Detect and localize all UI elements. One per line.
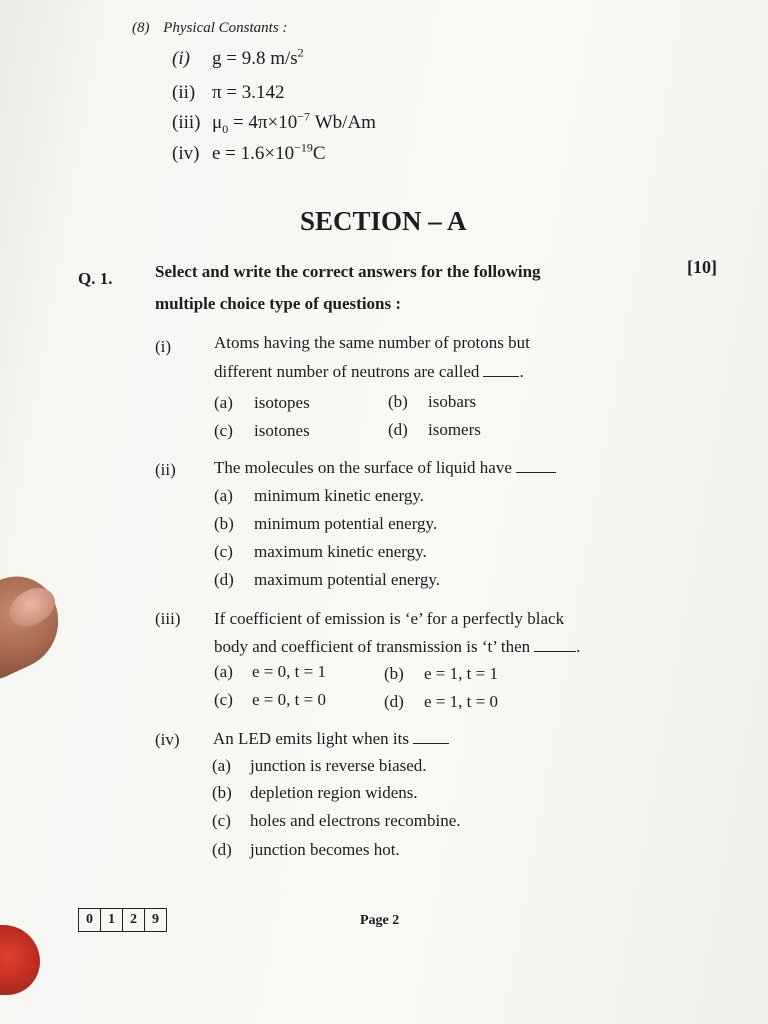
- option-label: (b): [384, 664, 404, 683]
- constant-num: (i): [172, 48, 190, 69]
- option: [214, 393, 310, 413]
- option-text: e = 1, t = 1: [424, 664, 498, 683]
- option-text: junction is reverse biased.: [250, 756, 427, 775]
- answer-blank: [483, 375, 519, 377]
- code-digit: 0: [79, 909, 101, 931]
- finger-shape: [0, 563, 74, 687]
- section-title: SECTION – A: [300, 206, 467, 236]
- option: [384, 692, 498, 712]
- option-text: e = 0, t = 0: [252, 690, 326, 709]
- code-digit: 9: [152, 912, 159, 927]
- option-label: (b): [214, 514, 234, 533]
- subquestion-text: An LED emits light when its: [213, 729, 409, 748]
- option-text: isomers: [428, 420, 481, 439]
- constant-unit: Wb/Am: [310, 112, 376, 133]
- option-text: isotopes: [254, 393, 310, 412]
- subquestion-text: Atoms having the same number of protons but: [214, 333, 530, 352]
- option: [214, 421, 310, 441]
- option: [214, 570, 440, 590]
- option-label: (c): [214, 542, 233, 561]
- subquestion-text-line1: [214, 458, 556, 478]
- constant-unit: C: [312, 143, 326, 164]
- question-instruction-line1: Select and write the correct answers for the following: [155, 262, 541, 281]
- option-label: (d): [214, 570, 234, 589]
- constant-sub: 0: [222, 121, 229, 136]
- option-text: isotones: [254, 421, 310, 440]
- finger-shape-red: [0, 925, 40, 995]
- constant-text-rest: = 4π×10: [228, 112, 298, 133]
- constant-text: g = 9.8 m/s: [212, 48, 298, 69]
- option-text: holes and electrons recombine.: [250, 811, 461, 830]
- option: [214, 542, 427, 562]
- option: [212, 811, 461, 831]
- constant-num: (ii): [172, 82, 196, 103]
- constants-heading-text: Physical Constants :: [163, 20, 288, 36]
- subquestion-number: (i): [155, 337, 172, 356]
- constant-sup: −19: [294, 140, 313, 155]
- constant-num: (iv): [172, 143, 200, 164]
- option: [214, 690, 326, 710]
- subquestion-text-line2: body and coefficient of transmission is ‘t’ then .: [214, 637, 581, 656]
- page-number: Page 2: [360, 913, 400, 928]
- option-text: e = 0, t = 1: [252, 662, 326, 681]
- option-label: (c): [212, 811, 231, 830]
- code-digit: 2: [123, 909, 145, 931]
- marks-label: [10]: [687, 257, 717, 277]
- option: [214, 486, 424, 506]
- option-text: depletion region widens.: [250, 783, 418, 802]
- option: [384, 664, 498, 684]
- code-digit: 1: [101, 909, 123, 931]
- option-label: (b): [212, 783, 232, 802]
- constant-sup: −7: [297, 109, 310, 124]
- constants-heading-number: (8): [132, 20, 150, 36]
- option-label: (c): [214, 690, 233, 709]
- option-label: (a): [214, 486, 233, 505]
- constant-item-2: [172, 82, 285, 104]
- answer-blank: [516, 471, 556, 473]
- subquestion-text-line2: different number of neutrons are called .: [214, 362, 524, 381]
- constant-text: e = 1.6×10: [212, 143, 295, 164]
- option: [388, 392, 476, 412]
- constant-text: π = 3.142: [212, 82, 285, 103]
- option-label: (d): [384, 692, 404, 711]
- option-label: (a): [212, 756, 231, 775]
- subquestion-text: The molecules on the surface of liquid have: [214, 458, 512, 477]
- option-label: (d): [388, 420, 408, 439]
- subquestion-number: (iii): [155, 609, 181, 628]
- constant-item-3: [172, 109, 376, 136]
- option-text: maximum kinetic energy.: [254, 542, 427, 561]
- constant-sup: 2: [297, 45, 304, 60]
- option: [214, 662, 326, 682]
- answer-blank: [413, 742, 449, 744]
- question-instruction-line2: multiple choice type of questions :: [155, 294, 402, 313]
- subquestion-number: (iv): [155, 730, 180, 749]
- constant-item-4: [172, 140, 326, 165]
- paper-code-box: [78, 908, 167, 932]
- option-label: (a): [214, 393, 233, 412]
- option: [212, 756, 427, 776]
- option: [388, 420, 481, 440]
- question-number: Q. 1.: [78, 269, 113, 288]
- option-text: minimum potential energy.: [254, 514, 438, 533]
- option-label: (b): [388, 392, 408, 411]
- constant-text: μ: [212, 112, 223, 133]
- subquestion-text: different number of neutrons are called: [214, 362, 480, 381]
- subquestion-text: If coefficient of emission is ‘e’ for a perfectly black: [214, 609, 565, 628]
- subquestion-text: body and coefficient of transmission is ‘t’ then: [214, 637, 531, 656]
- option-label: (a): [214, 662, 233, 681]
- constant-num: (iii): [172, 112, 201, 133]
- option-text: minimum kinetic energy.: [254, 486, 424, 505]
- option: [212, 783, 418, 803]
- option-label: (d): [212, 840, 232, 859]
- subquestion-number: (ii): [155, 460, 176, 479]
- answer-blank: [534, 650, 576, 652]
- option-text: e = 1, t = 0: [424, 692, 498, 711]
- subquestion-text-line1: [213, 729, 449, 749]
- option-text: maximum potential energy.: [254, 570, 441, 589]
- option-label: (c): [214, 421, 233, 440]
- option-text: junction becomes hot.: [250, 840, 400, 859]
- constants-heading: [132, 20, 287, 37]
- option: [212, 840, 400, 860]
- constant-item-1: [172, 45, 304, 70]
- option-text: isobars: [428, 392, 477, 411]
- option: [214, 514, 437, 534]
